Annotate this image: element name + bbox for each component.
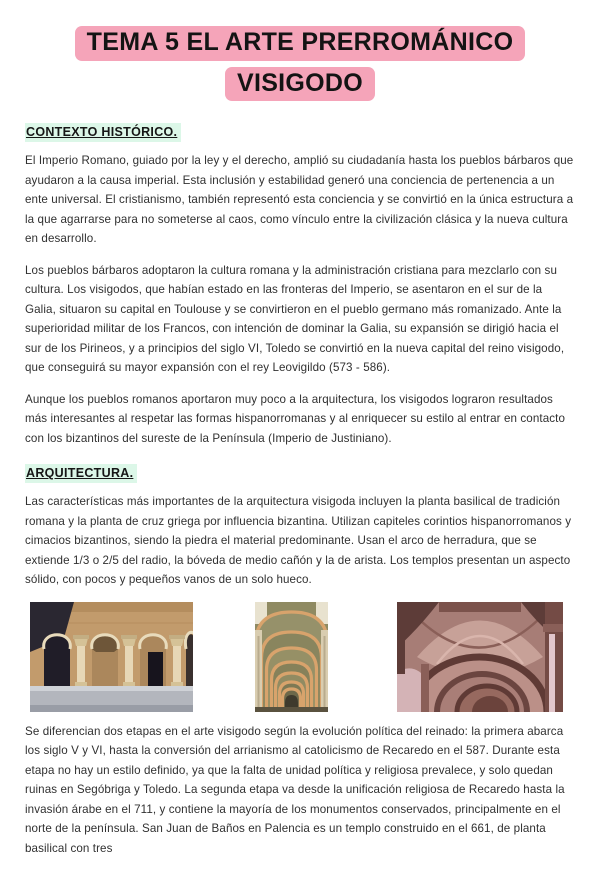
- paragraph-imperio-romano: El Imperio Romano, guiado por la ley y el derecho, amplió su ciudadanía hasta los pueblos bárbaros que ayudaron a la causa imperial. Esta inclusión y estabilidad generó una conciencia de pertenencia a un ente universal. El cristianismo, también representó esta conciencia y se convirtió en la única estructura a la que agarrarse para no someterse al caos, como vínculo entre la civilización clásica y la nueva cultura en desarrollo.: [25, 154, 574, 245]
- paragraph-pueblos-barbaros: Los pueblos bárbaros adoptaron la cultura romana y la administración cristiana para mezclarlo con su cultura. Los visigodos, que habían estado en las fronteras del Imperio, se asentaron en el sur de la Galia, situaron su capital en Toulouse y se convirtieron en el pueblo germano más romanizado. Ante la superioridad militar de los Francos, con intención de dominar la Galia, su expansión se dirigió hacia el sur de los Pirineos, y a principios del siglo VI, Toledo se convirtió en la nueva capital del reino visigodo, que conseguirá su mayor expansión con el rey Leovigildo (573 - 586).: [25, 263, 565, 374]
- section-contexto-historico: [25, 123, 575, 142]
- image-horseshoe-portico: [30, 602, 193, 712]
- paragraph-aportacion-arquitectura: Aunque los pueblos romanos aportaron muy poco a la arquitectura, los visigodos lograron resultados más interesantes al respetar las formas hispanorromanas y al enriquecer su estilo al entrar en contacto con los bizantinos del sureste de la Península (Imperio de Justiniano).: [25, 392, 566, 445]
- section-heading-arquitectura: ARQUITECTURA.: [25, 464, 137, 483]
- section-arquitectura: [25, 464, 575, 483]
- paragraph-dos-etapas: Se diferencian dos etapas en el arte visigodo según la evolución política del reinado: la primera abarca los siglo V y VI, hasta la conversión del arrianismo al catolicismo de Recaredo en el 587. Durante esta etapa no hay un estilo definido, ya que la falta de unidad política y religiosa prevalece, y solo quedan ruinas en Segóbriga y Toledo. La segunda etapa va desde la unificación religiosa de Recaredo hasta la invasión árabe en el 711, y contiene la mayoría de los monumentos conservados, principalmente en el norte de la península. San Juan de Baños en Palencia es un templo construido en el 661, de planta basilical con tres: [25, 724, 565, 855]
- image-nave-arches: [255, 602, 328, 712]
- paragraph-caracteristicas: Las características más importantes de la arquitectura visigoda incluyen la planta basilical de tradición romana y la planta de cruz griega por influencia bizantina. Utilizan capiteles corintios hispanorromanos y cimacios bizantinos, siendo la piedra el material predominante. Usan el arco de herradura, que se extiende 1/3 o 2/5 del radio, la bóveda de medio cañón y la de arista. Los templos presentan un aspecto sólido, con pocos y pequeños vanos de un solo hueco.: [25, 495, 572, 586]
- title-line-1: TEMA 5 EL ARTE PRERROMÁNICO: [75, 26, 526, 61]
- document-title: [25, 26, 575, 107]
- title-line-2: VISIGODO: [225, 67, 375, 102]
- images-row: [25, 602, 575, 712]
- image-red-vaults: [397, 602, 563, 712]
- section-heading-contexto-historico: CONTEXTO HISTÓRICO.: [25, 123, 181, 142]
- document-page: [0, 26, 600, 858]
